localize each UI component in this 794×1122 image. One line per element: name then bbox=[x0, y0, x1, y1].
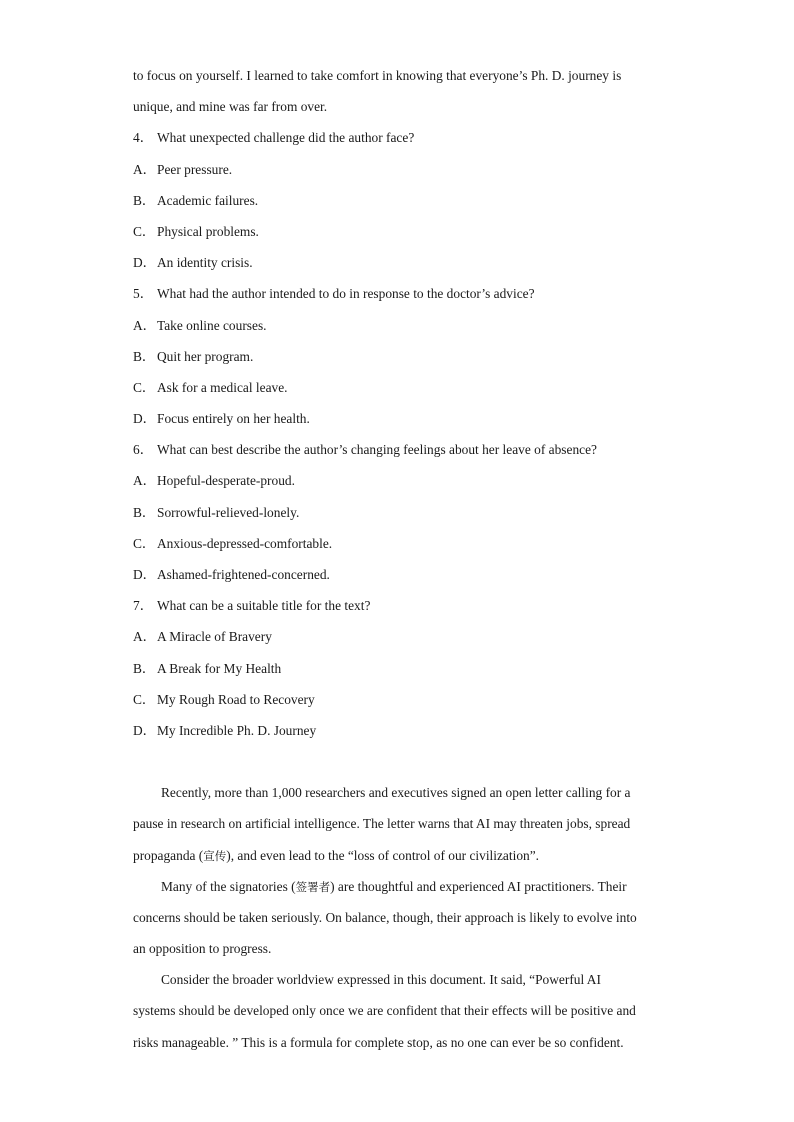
line-text: risks manageable. ” This is a formula for complete stop, as no one can ever be so confident. bbox=[133, 1034, 624, 1050]
option-letter: A． bbox=[133, 629, 157, 645]
option-text: Focus entirely on her health. bbox=[157, 411, 310, 427]
line-text: systems should be developed only once we are confident that their effects will be positive and bbox=[133, 1003, 636, 1019]
passage-line: to focus on yourself. I learned to take comfort in knowing that everyone’s Ph. D. journey is bbox=[133, 68, 622, 83]
option-letter: C． bbox=[133, 379, 156, 395]
option-b[interactable] bbox=[133, 345, 673, 376]
line-text: Recently, more than 1,000 researchers and executives signed an open letter calling for a bbox=[161, 785, 631, 801]
question-4 bbox=[133, 126, 673, 282]
paragraph-line bbox=[133, 1031, 673, 1062]
section-gap bbox=[133, 750, 673, 781]
question-stem bbox=[133, 438, 673, 469]
option-text: A Miracle of Bravery bbox=[157, 629, 272, 645]
paragraph-line bbox=[133, 844, 673, 875]
option-letter: B． bbox=[133, 192, 156, 208]
question-stem bbox=[133, 594, 673, 625]
option-letter: A． bbox=[133, 161, 157, 177]
paragraph-line bbox=[133, 812, 673, 843]
option-letter: C． bbox=[133, 535, 156, 551]
option-letter: D． bbox=[133, 411, 157, 427]
line-text: ), and even lead to the “loss of control of our civilization”. bbox=[226, 847, 539, 863]
option-text: Quit her program. bbox=[157, 348, 254, 364]
question-stem bbox=[133, 126, 673, 157]
line-text: pause in research on artificial intelligence. The letter warns that AI may threaten jobs, spread bbox=[133, 816, 631, 832]
option-d[interactable] bbox=[133, 251, 673, 282]
option-letter: D． bbox=[133, 255, 157, 271]
question-text: What can be a suitable title for the text? bbox=[157, 598, 371, 614]
option-letter: B． bbox=[133, 348, 156, 364]
question-number: 6． bbox=[133, 442, 154, 458]
option-text: An identity crisis. bbox=[157, 255, 253, 271]
option-text: Peer pressure. bbox=[157, 161, 233, 177]
option-letter: C． bbox=[133, 691, 156, 707]
option-letter: D． bbox=[133, 722, 157, 738]
option-c[interactable] bbox=[133, 532, 673, 563]
option-text: Sorrowful-relieved-lonely. bbox=[157, 504, 300, 520]
paragraph-line bbox=[133, 968, 673, 999]
passage-line: unique, and mine was far from over. bbox=[133, 99, 328, 115]
option-b[interactable] bbox=[133, 189, 673, 220]
paragraph-line bbox=[133, 906, 673, 937]
question-text: What can best describe the author’s changing feelings about her leave of absence? bbox=[157, 442, 597, 458]
line-text: ) are thoughtful and experienced AI practitioners. Their bbox=[330, 878, 627, 894]
option-c[interactable] bbox=[133, 220, 673, 251]
question-5 bbox=[133, 282, 673, 438]
option-d[interactable] bbox=[133, 719, 673, 750]
option-text: Hopeful-desperate-proud. bbox=[157, 473, 295, 489]
option-letter: A． bbox=[133, 317, 157, 333]
option-d[interactable] bbox=[133, 407, 673, 438]
option-letter: C． bbox=[133, 223, 156, 239]
paragraph-1 bbox=[133, 781, 673, 875]
option-a[interactable] bbox=[133, 469, 673, 500]
option-text: A Break for My Health bbox=[157, 660, 282, 676]
question-7 bbox=[133, 594, 673, 750]
next-passage bbox=[133, 781, 673, 1062]
chinese-gloss: 签署者 bbox=[295, 879, 331, 894]
option-text: Academic failures. bbox=[157, 192, 259, 208]
question-number: 7． bbox=[133, 598, 154, 614]
option-letter: A． bbox=[133, 473, 157, 489]
option-a[interactable] bbox=[133, 314, 673, 345]
option-text: Ashamed-frightened-concerned. bbox=[157, 567, 330, 582]
option-b[interactable] bbox=[133, 657, 673, 688]
paragraph-line bbox=[133, 999, 673, 1030]
question-stem bbox=[133, 282, 673, 313]
paragraph-line bbox=[133, 937, 673, 968]
option-letter: B． bbox=[133, 504, 156, 520]
question-number: 5． bbox=[133, 286, 154, 302]
question-number: 4． bbox=[133, 130, 154, 146]
option-text: Anxious-depressed-comfortable. bbox=[157, 535, 333, 551]
option-a[interactable] bbox=[133, 625, 673, 656]
option-b[interactable] bbox=[133, 501, 673, 532]
line-text: Many of the signatories ( bbox=[161, 878, 296, 894]
option-d[interactable] bbox=[133, 563, 673, 594]
line-text: Consider the broader worldview expressed in this document. It said, “Powerful AI bbox=[161, 972, 601, 988]
option-letter: B． bbox=[133, 660, 156, 676]
chinese-gloss: 宣传 bbox=[203, 848, 227, 863]
option-text: My Incredible Ph. D. Journey bbox=[157, 722, 317, 738]
line-text: propaganda ( bbox=[133, 847, 204, 863]
option-text: Physical problems. bbox=[157, 223, 259, 239]
paragraph-line bbox=[133, 781, 673, 812]
question-text: What unexpected challenge did the author face? bbox=[157, 130, 415, 146]
option-c[interactable] bbox=[133, 376, 673, 407]
line-text: an opposition to progress. bbox=[133, 941, 272, 957]
option-letter: D． bbox=[133, 567, 157, 582]
option-a[interactable] bbox=[133, 158, 673, 189]
question-text: What had the author intended to do in response to the doctor’s advice? bbox=[157, 286, 535, 302]
option-c[interactable] bbox=[133, 688, 673, 719]
passage-tail bbox=[133, 64, 673, 126]
paragraph-line bbox=[133, 875, 673, 906]
question-6 bbox=[133, 438, 673, 594]
option-text: My Rough Road to Recovery bbox=[157, 691, 315, 707]
option-text: Ask for a medical leave. bbox=[157, 379, 288, 395]
option-text: Take online courses. bbox=[157, 317, 267, 333]
line-text: concerns should be taken seriously. On balance, though, their approach is likely to evolve into bbox=[133, 909, 637, 925]
paragraph-2 bbox=[133, 875, 673, 969]
paragraph-3 bbox=[133, 968, 673, 1062]
document-page bbox=[133, 64, 673, 1062]
